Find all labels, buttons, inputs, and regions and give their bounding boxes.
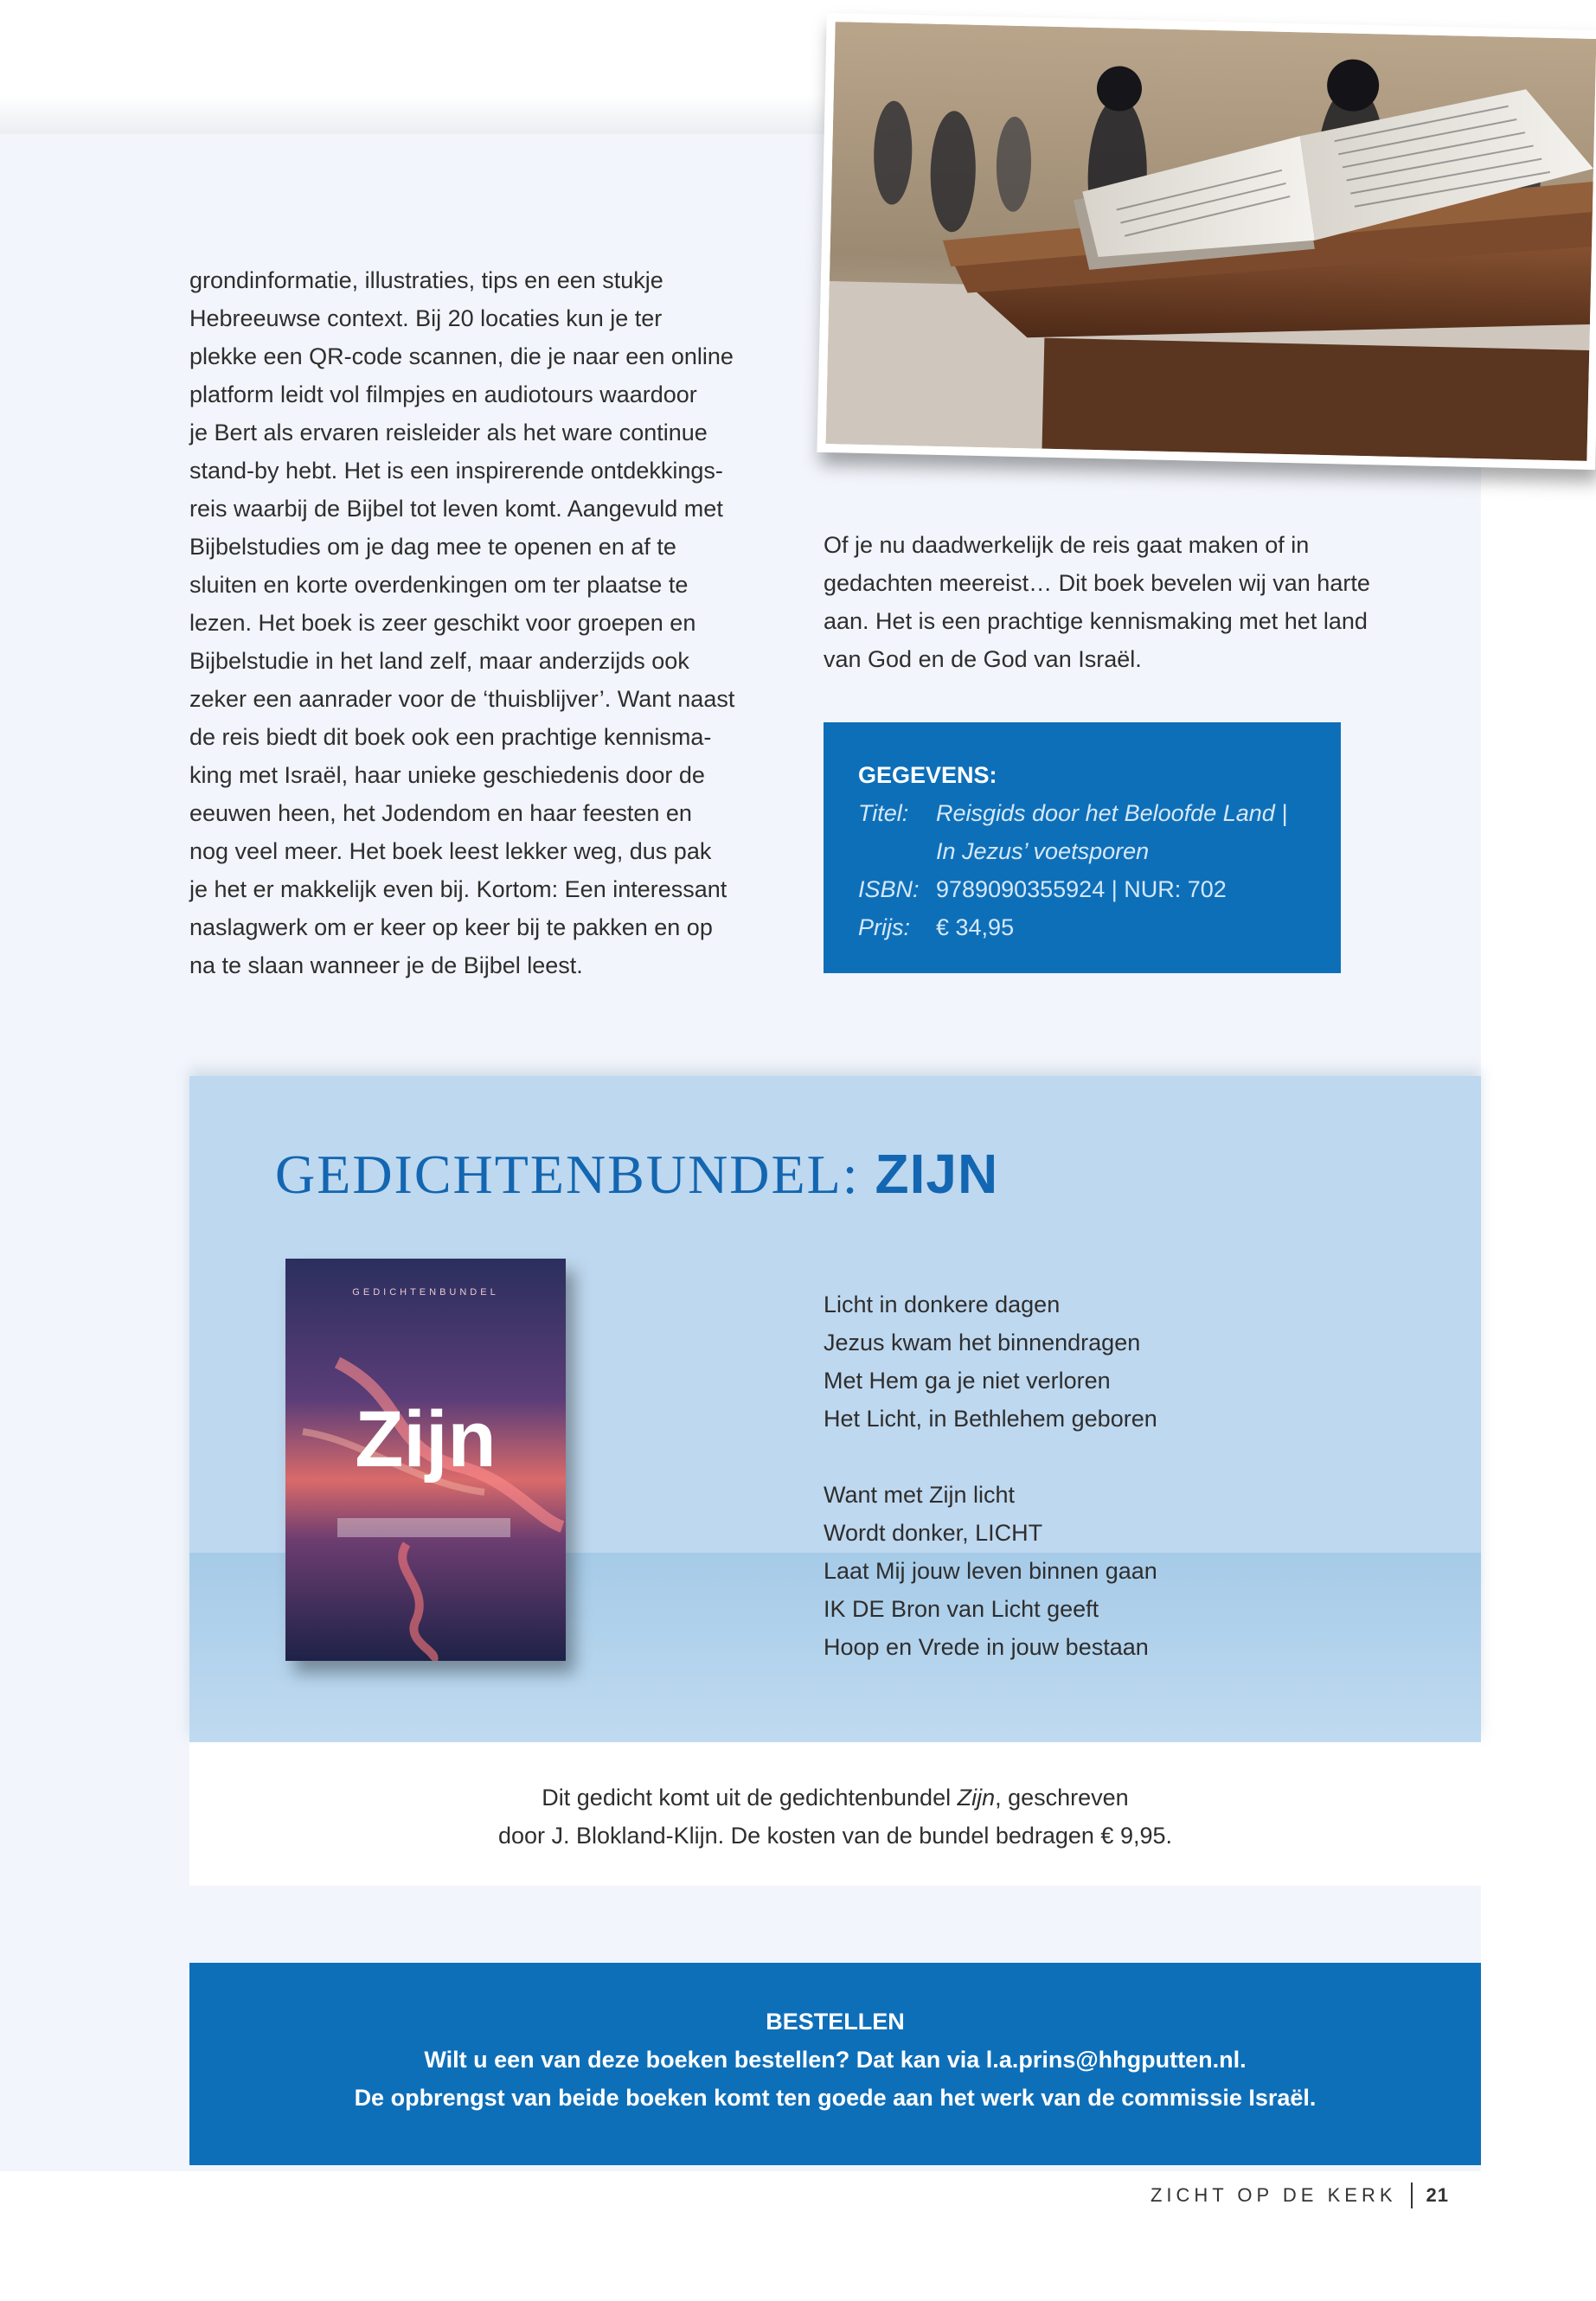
page-footer [1151,2182,1449,2208]
title-value-2: In Jezus’ voetsporen [936,838,1150,864]
poem-line: Want met Zijn licht [824,1482,1016,1508]
details-price-row [858,908,1306,946]
poem-line: Jezus kwam het binnendragen [824,1330,1141,1356]
text-line: zeker een aanrader voor de ‘thuisblijver’. Want naast [189,686,735,712]
poem-line: Het Licht, in Bethlehem geboren [824,1406,1157,1432]
text-line: Of je nu daadwerkelijk de reis gaat maken of in [824,532,1310,558]
text-line: gedachten meereist… Dit boek bevelen wij van harte [824,570,1370,596]
text-line: grondinformatie, illustraties, tips en een stukje [189,267,663,293]
order-line-1: Wilt u een van deze boeken bestellen? Dat kan via l.a.prins@hhgputten.nl. [424,2047,1247,2073]
text-line: je Bert als ervaren reisleider als het ware continue [189,420,708,445]
poem-line: Hoop en Vrede in jouw bestaan [824,1634,1149,1660]
note-line-1 [189,1779,1481,1817]
text-line: lezen. Het boek is zeer geschikt voor groepen en [189,610,696,636]
order-heading: BESTELLEN [766,2009,905,2035]
text-line: sluiten en korte overdenkingen om ter plaatse te [189,572,689,598]
title-regular: GEDICHTENBUNDEL: [275,1144,875,1205]
lectern-book-photo [817,13,1596,470]
review-right-column [824,526,1412,678]
text-line: aan. Het is een prachtige kennismaking met het land [824,608,1368,634]
poem-line: Met Hem ga je niet verloren [824,1368,1111,1394]
order-line-2: De opbrengst van beide boeken komt ten goede aan het werk van de commissie Israël. [354,2085,1317,2111]
text-line: Bijbelstudies om je dag mee te openen en af te [189,534,676,560]
poem-line: Wordt donker, LICHT [824,1520,1043,1546]
text-line: de reis biedt dit boek ook een prachtige kennisma- [189,724,712,750]
text-line: platform leidt vol filmpjes en audiotours waardoor [189,381,697,407]
review-left-column [189,261,778,984]
text-line: Bijbelstudie in het land zelf, maar anderzijds ook [189,648,689,674]
text-line: stand-by hebt. Het is een inspirerende ontdekkings- [189,458,723,484]
poem-line: Laat Mij jouw leven binnen gaan [824,1558,1157,1584]
book-cover-zijn [285,1259,566,1661]
text-line: king met Israël, haar unieke geschiedenis door de [189,762,705,788]
poem-line: IK DE Bron van Licht geeft [824,1596,1099,1622]
text-line: reis waarbij de Bijbel tot leven komt. Aangevuld met [189,496,723,522]
text-line: Hebreeuwse context. Bij 20 locaties kun je ter [189,305,663,331]
title-value: Reisgids door het Beloofde Land | [936,800,1288,826]
details-heading: GEGEVENS: [858,762,997,788]
note-text: , geschreven [995,1785,1129,1811]
order-box [189,1963,1481,2165]
details-isbn-row [858,870,1306,908]
isbn-label: ISBN: [858,876,920,902]
isbn-value: 9789090355924 | NUR: 702 [936,876,1227,902]
title-bold: ZIJN [875,1143,999,1205]
book-cover-title: Zijn [355,1395,497,1484]
page-number: 21 [1426,2184,1449,2206]
poem-line [824,1438,1157,1476]
text-line: naslagwerk om er keer op keer bij te pakken en op [189,914,713,940]
note-book-title: Zijn [957,1785,996,1811]
details-title-row-2 [858,832,1306,870]
text-line: van God en de God van Israël. [824,646,1142,672]
text-line: na te slaan wanneer je de Bijbel leest. [189,952,583,978]
note-line-2: door J. Blokland-Klijn. De kosten van de bundel bedragen € 9,95. [497,1823,1173,1849]
book-cover-series: GEDICHTENBUNDEL [352,1287,499,1298]
footer-divider [1411,2182,1413,2208]
text-line: plekke een QR-code scannen, die je naar een online [189,343,734,369]
magazine-name: ZICHT OP DE KERK [1150,2184,1397,2206]
text-line: je het er makkelijk even bij. Kortom: Een interessant [189,876,727,902]
poem-text [824,1285,1157,1666]
details-title-row [858,794,1306,832]
text-line: nog veel meer. Het boek leest lekker weg, dus pak [189,838,712,864]
price-value: € 34,95 [936,914,1015,940]
poem-section-title [275,1142,998,1207]
note-text: Dit gedicht komt uit de gedichtenbundel [542,1785,958,1811]
poem-source-note [189,1742,1481,1886]
title-label: Titel: [858,800,909,826]
poem-line: Licht in donkere dagen [824,1292,1061,1317]
price-label: Prijs: [858,914,910,940]
book-details-box [824,722,1341,973]
text-line: eeuwen heen, het Jodendom en haar feesten en [189,800,692,826]
